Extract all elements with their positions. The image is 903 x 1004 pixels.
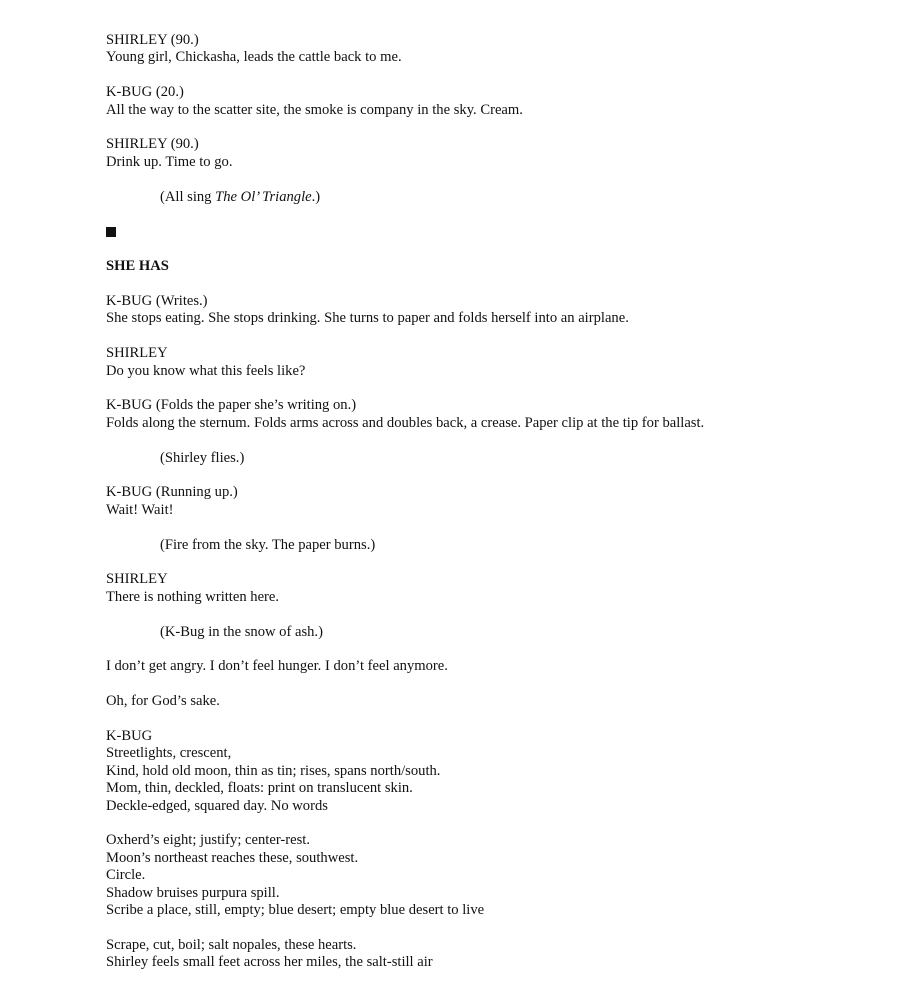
dialogue-line: There is nothing written here.: [106, 588, 280, 605]
dialogue-block: [106, 658, 886, 675]
verse-line: Kind, hold old moon, thin as tin; rises, spans north/south.: [106, 762, 441, 779]
dialogue-line: She stops eating. She stops drinking. She turns to paper and folds herself into an airplane.: [106, 310, 629, 327]
speaker-name: K-BUG (Running up.): [106, 484, 238, 501]
stage-direction-text: .): [311, 188, 321, 205]
speaker-name: SHIRLEY (90.): [106, 32, 199, 48]
song-title: The Ol’ Triangle: [215, 188, 312, 205]
section-break: [106, 223, 886, 240]
dialogue-line: Young girl, Chickasha, leads the cattle back to me.: [106, 49, 402, 66]
dialogue-block: [106, 728, 886, 815]
dialogue-block: [106, 345, 886, 380]
stage-direction-text: (K-Bug in the snow of ash.): [160, 623, 323, 640]
verse-line: Scrape, cut, boil; salt nopales, these hearts.: [106, 936, 357, 953]
black-square-icon: [106, 227, 116, 237]
script-page: [106, 32, 886, 989]
dialogue-line: Wait! Wait!: [106, 501, 174, 518]
stage-direction-text: (Fire from the sky. The paper burns.): [160, 536, 376, 553]
dialogue-line: I don’t get angry. I don’t feel hunger. I don’t feel anymore.: [106, 658, 448, 675]
dialogue-line: Do you know what this feels like?: [106, 362, 306, 379]
verse-line: Scribe a place, still, empty; blue desert; empty blue desert to live: [106, 902, 485, 919]
dialogue-block: [106, 293, 886, 328]
dialogue-line: Folds along the sternum. Folds arms across and doubles back, a crease. Paper clip at the tip for ballast.: [106, 414, 705, 431]
verse-stanza: [106, 937, 886, 972]
speaker-name: SHIRLEY: [106, 571, 168, 588]
speaker-name: K-BUG (Writes.): [106, 292, 208, 309]
dialogue-block: [106, 84, 886, 119]
verse-line: Shadow bruises purpura spill.: [106, 884, 280, 901]
dialogue-line: Drink up. Time to go.: [106, 153, 233, 170]
verse-line: Mom, thin, deckled, floats: print on translucent skin.: [106, 780, 413, 797]
stage-direction-text: (Shirley flies.): [160, 449, 245, 466]
dialogue-block: [106, 571, 886, 606]
stage-direction: [106, 624, 886, 641]
section-heading-text: SHE HAS: [106, 258, 169, 275]
verse-line: Oxherd’s eight; justify; center-rest.: [106, 832, 310, 849]
section-heading: [106, 258, 886, 275]
verse-line: Streetlights, crescent,: [106, 745, 232, 762]
dialogue-block: [106, 397, 886, 432]
dialogue-block: [106, 136, 886, 171]
dialogue-block: [106, 484, 886, 519]
dialogue-line: All the way to the scatter site, the smoke is company in the sky. Cream.: [106, 101, 523, 118]
stage-direction: [106, 537, 886, 554]
verse-line: Deckle-edged, squared day. No words: [106, 797, 328, 814]
verse-line: Moon’s northeast reaches these, southwest.: [106, 849, 359, 866]
dialogue-block: [106, 32, 886, 67]
verse-line: Circle.: [106, 867, 146, 884]
stage-direction-text: (All sing: [160, 188, 216, 205]
dialogue-line: Oh, for God’s sake.: [106, 693, 220, 710]
speaker-name: SHIRLEY (90.): [106, 136, 199, 153]
speaker-name: K-BUG: [106, 727, 153, 744]
dialogue-block: [106, 693, 886, 710]
speaker-name: K-BUG (20.): [106, 84, 184, 101]
stage-direction: [106, 450, 886, 467]
speaker-name: K-BUG (Folds the paper she’s writing on.): [106, 397, 357, 414]
verse-stanza: [106, 832, 886, 919]
stage-direction: [106, 189, 886, 206]
speaker-name: SHIRLEY: [106, 345, 168, 362]
verse-line: Shirley feels small feet across her miles, the salt-still air: [106, 954, 433, 971]
